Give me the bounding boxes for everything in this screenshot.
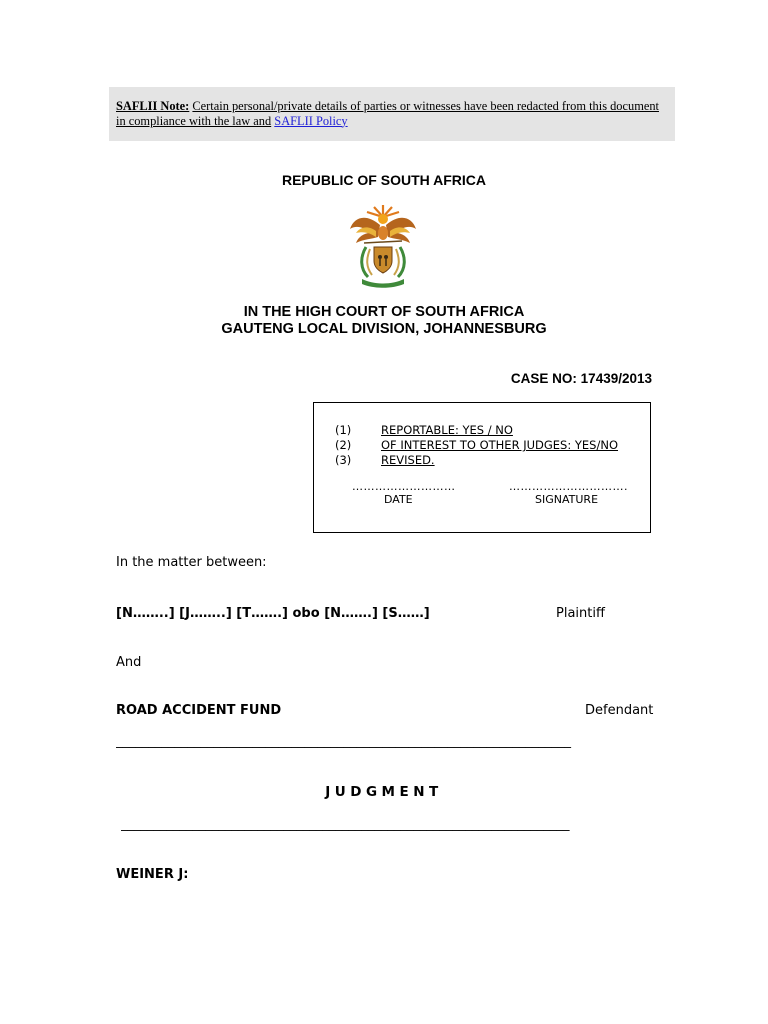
plaintiff-role: Plaintiff [556,606,605,621]
divider-bottom: _____________________________________________________________________ [121,817,570,832]
judgment-title: JUDGMENT [325,784,443,800]
matter-intro: In the matter between: [116,555,267,570]
defendant-role: Defendant [585,703,654,718]
note-label: SAFLII Note: [116,99,190,113]
item-revised: REVISED. [381,453,435,467]
item-number: (3) [335,453,352,467]
signature-line: …………………………. [509,480,628,493]
case-number: CASE NO: 17439/2013 [510,371,652,386]
and-text: And [116,655,142,670]
saflii-policy-link[interactable]: SAFLII Policy [274,113,348,128]
signature-label: SIGNATURE [535,493,599,506]
country-heading: REPUBLIC OF SOUTH AFRICA [281,172,487,188]
plaintiff-name: [N……..] [J……..] [T…….] obo [N…….] [S……] [116,606,430,621]
judge-name: WEINER J: [116,867,189,882]
defendant-name: ROAD ACCIDENT FUND [116,703,282,718]
item-number: (2) [335,438,352,452]
note-text: Certain personal/private details of parties or witnesses have been redacted from this document in compliance with the law and [116,99,659,128]
item-number: (1) [335,423,352,437]
date-label: DATE [384,493,413,506]
court-line-2: GAUTENG LOCAL DIVISION, JOHANNESBURG [221,321,547,337]
saflii-note [109,87,675,141]
item-interest: OF INTEREST TO OTHER JUDGES: YES/NO [381,438,619,452]
reportable-box [313,402,651,533]
item-reportable: REPORTABLE: YES / NO [381,423,513,437]
date-line: ……………………… [352,480,456,493]
court-line-1: IN THE HIGH COURT OF SOUTH AFRICA [243,304,525,320]
divider-top: ______________________________________________________________________ [116,734,571,749]
coat-of-arms-icon [346,203,420,289]
